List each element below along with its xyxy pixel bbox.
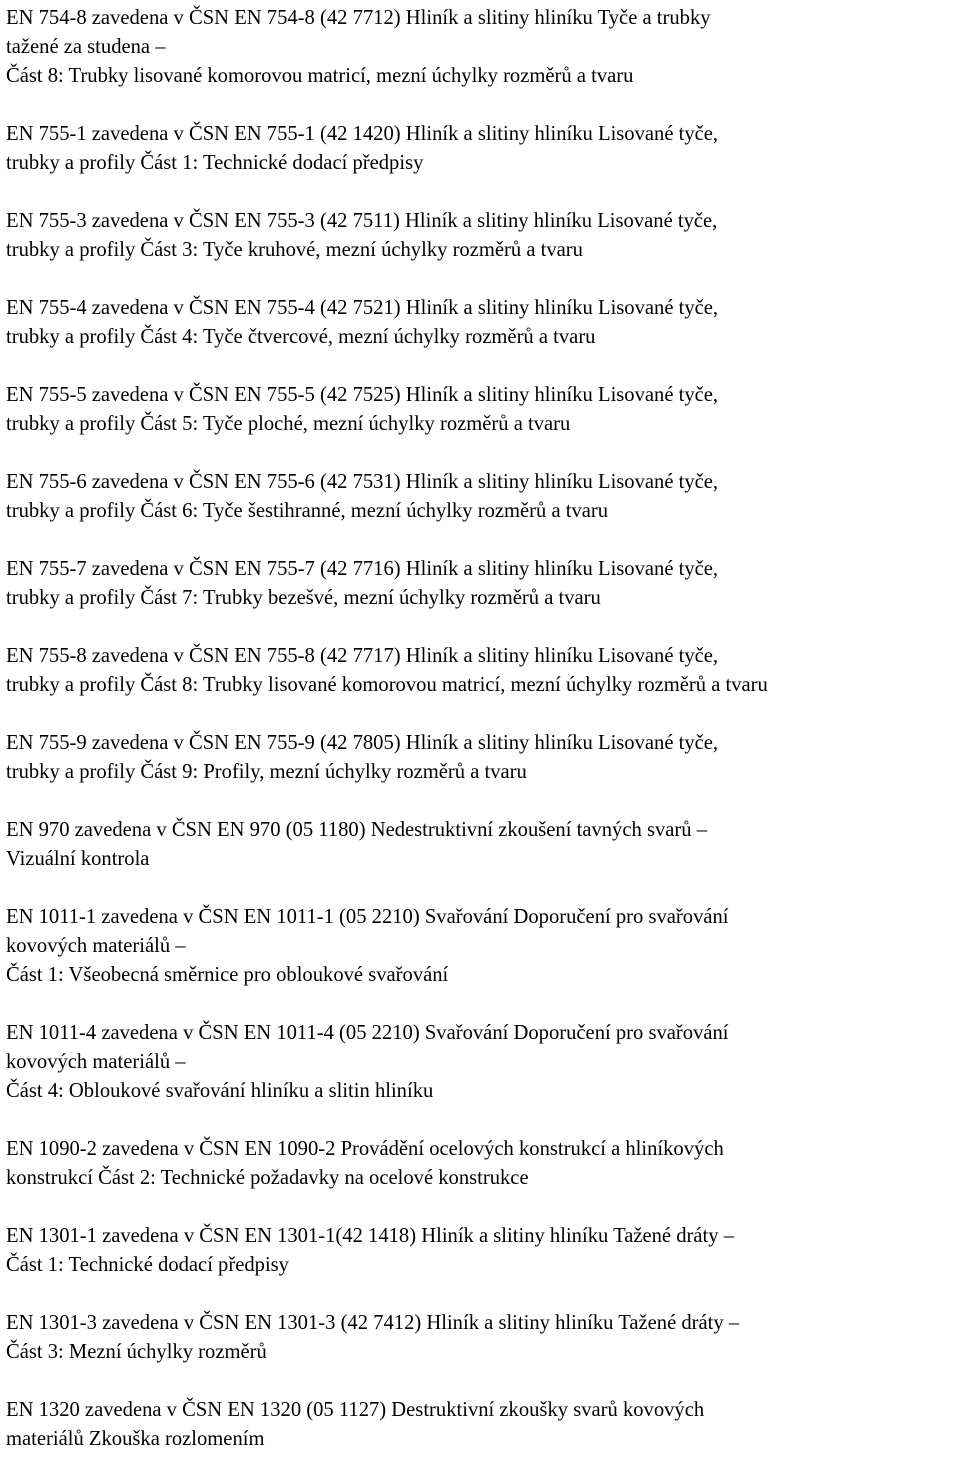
entry-line: trubky a profily Část 4: Tyče čtvercové, mezní úchylky rozměrů a tvaru — [6, 326, 596, 348]
standard-entry — [6, 1309, 958, 1367]
entry-line: kovových materiálů – — [6, 1051, 186, 1073]
entry-line: materiálů Zkouška rozlomením — [6, 1428, 265, 1450]
entry-line: trubky a profily Část 5: Tyče ploché, mezní úchylky rozměrů a tvaru — [6, 413, 571, 435]
entry-line: Část 1: Všeobecná směrnice pro obloukové svařování — [6, 964, 449, 986]
entry-line: EN 755-6 zavedena v ČSN EN 755-6 (42 7531) Hliník a slitiny hliníku Lisované tyče, — [6, 471, 719, 493]
standard-entry — [6, 1135, 958, 1193]
standard-entry — [6, 642, 958, 700]
entry-line: EN 755-4 zavedena v ČSN EN 755-4 (42 7521) Hliník a slitiny hliníku Lisované tyče, — [6, 297, 719, 319]
entry-line: EN 1011-4 zavedena v ČSN EN 1011-4 (05 2210) Svařování Doporučení pro svařování — [6, 1022, 729, 1044]
entry-line: EN 1301-3 zavedena v ČSN EN 1301-3 (42 7412) Hliník a slitiny hliníku Tažené dráty – — [6, 1312, 740, 1334]
entry-line: kovových materiálů – — [6, 935, 186, 957]
entry-line: EN 1301-1 zavedena v ČSN EN 1301-1(42 1418) Hliník a slitiny hliníku Tažené dráty – — [6, 1225, 734, 1247]
entry-line: EN 1320 zavedena v ČSN EN 1320 (05 1127) Destruktivní zkoušky svarů kovových — [6, 1399, 705, 1421]
entry-line: trubky a profily Část 7: Trubky bezešvé, mezní úchylky rozměrů a tvaru — [6, 587, 601, 609]
entry-line: trubky a profily Část 6: Tyče šestihranné, mezní úchylky rozměrů a tvaru — [6, 500, 609, 522]
entry-line: Část 1: Technické dodací předpisy — [6, 1254, 289, 1276]
entry-line: tažené za studena – — [6, 36, 166, 58]
entry-line: EN 1011-1 zavedena v ČSN EN 1011-1 (05 2210) Svařování Doporučení pro svařování — [6, 906, 729, 928]
entry-line: trubky a profily Část 3: Tyče kruhové, mezní úchylky rozměrů a tvaru — [6, 239, 583, 261]
entry-line: Vizuální kontrola — [6, 848, 150, 870]
standard-entry — [6, 1019, 958, 1106]
standard-entry — [6, 381, 958, 439]
entry-line: EN 754-8 zavedena v ČSN EN 754-8 (42 7712) Hliník a slitiny hliníku Tyče a trubky — [6, 7, 711, 29]
entry-line: Část 8: Trubky lisované komorovou matricí, mezní úchylky rozměrů a tvaru — [6, 65, 634, 87]
entry-line: EN 755-3 zavedena v ČSN EN 755-3 (42 7511) Hliník a slitiny hliníku Lisované tyče, — [6, 210, 718, 232]
entry-line: trubky a profily Část 1: Technické dodací předpisy — [6, 152, 424, 174]
standard-entry — [6, 816, 958, 874]
entry-line: konstrukcí Část 2: Technické požadavky na ocelové konstrukce — [6, 1167, 529, 1189]
entry-line: EN 755-1 zavedena v ČSN EN 755-1 (42 1420) Hliník a slitiny hliníku Lisované tyče, — [6, 123, 719, 145]
entry-line: Část 3: Mezní úchylky rozměrů — [6, 1341, 267, 1363]
standard-entry — [6, 903, 958, 990]
entry-line: trubky a profily Část 9: Profily, mezní úchylky rozměrů a tvaru — [6, 761, 527, 783]
standard-entry — [6, 468, 958, 526]
entry-line: EN 755-7 zavedena v ČSN EN 755-7 (42 7716) Hliník a slitiny hliníku Lisované tyče, — [6, 558, 719, 580]
standard-entry — [6, 207, 958, 265]
standard-entry — [6, 1222, 958, 1280]
standard-entry — [6, 729, 958, 787]
entry-line: trubky a profily Část 8: Trubky lisované komorovou matricí, mezní úchylky rozměrů a tvaru — [6, 674, 768, 696]
standard-entry — [6, 1396, 958, 1454]
document-page — [6, 4, 958, 1483]
entry-line: EN 755-8 zavedena v ČSN EN 755-8 (42 7717) Hliník a slitiny hliníku Lisované tyče, — [6, 645, 719, 667]
entry-line: EN 1090-2 zavedena v ČSN EN 1090-2 Provádění ocelových konstrukcí a hliníkových — [6, 1138, 724, 1160]
standard-entry — [6, 294, 958, 352]
entry-line: EN 755-9 zavedena v ČSN EN 755-9 (42 7805) Hliník a slitiny hliníku Lisované tyče, — [6, 732, 719, 754]
entry-line: Část 4: Obloukové svařování hliníku a slitin hliníku — [6, 1080, 434, 1102]
standard-entry — [6, 4, 958, 91]
standard-entry — [6, 555, 958, 613]
entry-line: EN 970 zavedena v ČSN EN 970 (05 1180) Nedestruktivní zkoušení tavných svarů – — [6, 819, 707, 841]
standard-entry — [6, 120, 958, 178]
entry-line: EN 755-5 zavedena v ČSN EN 755-5 (42 7525) Hliník a slitiny hliníku Lisované tyče, — [6, 384, 719, 406]
